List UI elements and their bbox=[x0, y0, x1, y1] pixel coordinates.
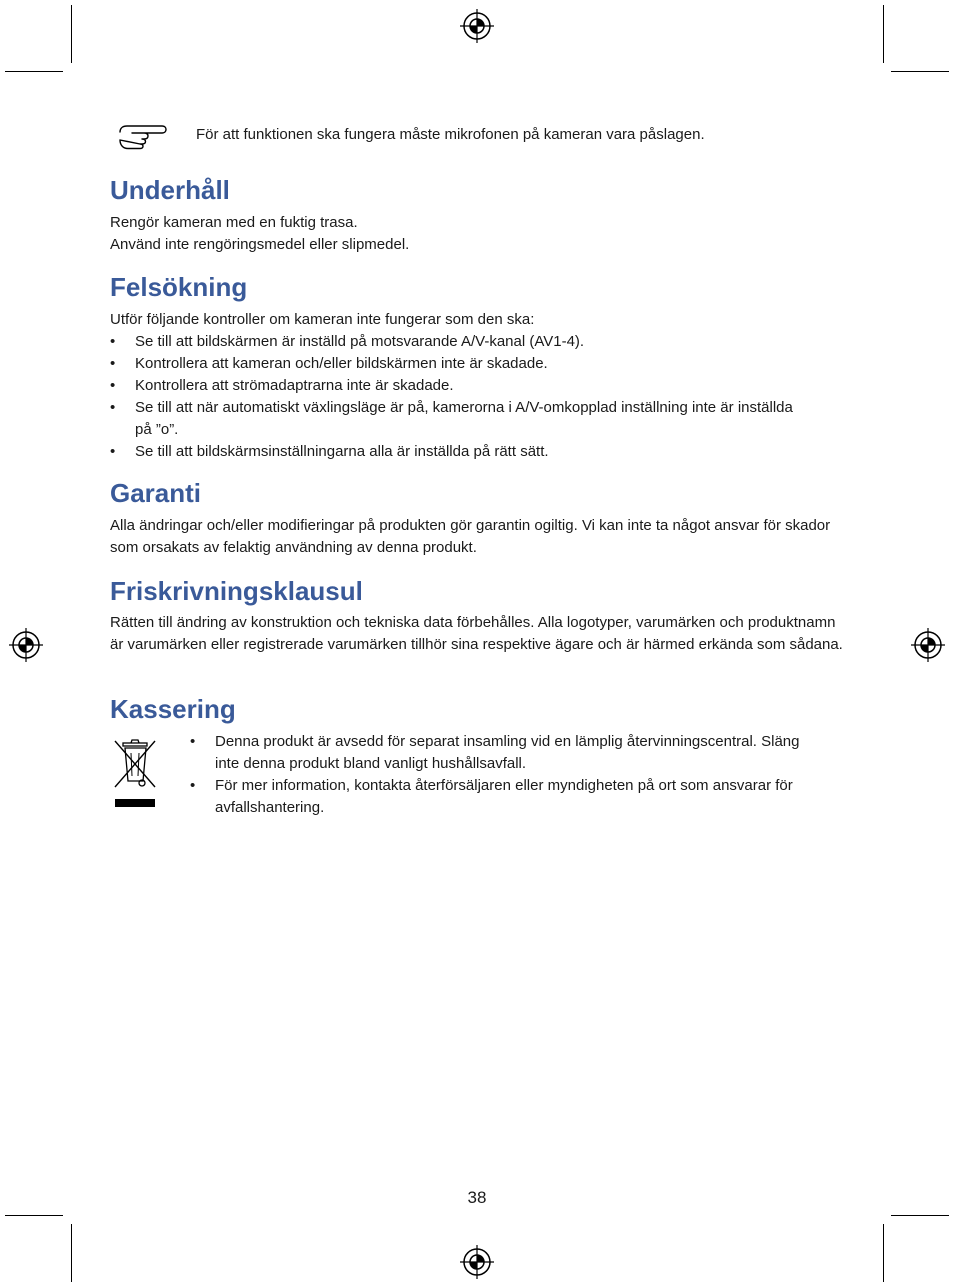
paragraph: Utför följande kontroller om kameran inte fungerar som den ska: bbox=[110, 311, 535, 328]
bullet-list bbox=[190, 731, 850, 819]
list-item: • Kontrollera att kameran och/eller bildskärmen inte är skadade. bbox=[110, 353, 850, 375]
registration-mark-icon bbox=[460, 1245, 494, 1279]
pointing-hand-icon bbox=[118, 122, 168, 150]
registration-mark-icon bbox=[911, 628, 945, 662]
list-item: • Se till att bildskärmen är inställd på motsvarande A/V-kanal (AV1-4). bbox=[110, 331, 850, 353]
crop-mark bbox=[71, 1224, 72, 1282]
section-heading-garanti: Garanti bbox=[110, 478, 202, 508]
registration-mark-icon bbox=[9, 628, 43, 662]
list-item: • Se till att bildskärmsinställningarna alla är inställda på rätt sätt. bbox=[110, 441, 850, 463]
paragraph: Rätten till ändring av konstruktion och tekniska data förbehålles. Alla logotyper, varumärken och produktnamn är varumärken eller registrerade varumärken tillhör sina respektive ägare och är härmed erkända som sådana. bbox=[110, 614, 843, 653]
crop-mark bbox=[883, 5, 884, 63]
list-item: • Denna produkt är avsedd för separat insamling vid en lämplig återvinningscentral. Släng inte denna produkt bland vanligt hushållsavfall. bbox=[190, 731, 815, 775]
crop-mark bbox=[883, 1224, 884, 1282]
section-heading-friskrivning: Friskrivningsklausul bbox=[110, 576, 363, 606]
crop-mark bbox=[5, 1215, 63, 1216]
list-item: • För mer information, kontakta återförsäljaren eller myndigheten på ort som ansvarar för avfallshantering. bbox=[190, 775, 850, 819]
bullet-list bbox=[110, 331, 850, 463]
crop-mark bbox=[891, 1215, 949, 1216]
crop-mark bbox=[891, 71, 949, 72]
section-heading-kassering: Kassering bbox=[110, 694, 236, 724]
paragraph: Alla ändringar och/eller modifieringar på produkten gör garantin ogiltig. Vi kan inte ta något ansvar för skador som orsakats av felaktig användning av denna produkt. bbox=[110, 517, 831, 556]
section-heading-felsokning: Felsökning bbox=[110, 272, 248, 302]
crop-mark bbox=[5, 71, 63, 72]
weee-crossed-bin-icon bbox=[110, 737, 160, 813]
list-item: • Se till att när automatiskt växlingsläge är på, kamerorna i A/V-omkopplad inställning inte är inställda på ”o”. bbox=[110, 397, 795, 441]
note-text: För att funktionen ska fungera måste mikrofonen på kameran vara påslagen. bbox=[196, 126, 705, 143]
registration-mark-icon bbox=[460, 9, 494, 43]
list-item: • Kontrollera att strömadaptrarna inte är skadade. bbox=[110, 375, 850, 397]
paragraph: Använd inte rengöringsmedel eller slipmedel. bbox=[110, 236, 410, 253]
crop-mark bbox=[71, 5, 72, 63]
paragraph: Rengör kameran med en fuktig trasa. bbox=[110, 214, 358, 231]
section-heading-underhall: Underhåll bbox=[110, 175, 230, 205]
note bbox=[118, 118, 858, 154]
page-number: 38 bbox=[467, 1188, 487, 1207]
